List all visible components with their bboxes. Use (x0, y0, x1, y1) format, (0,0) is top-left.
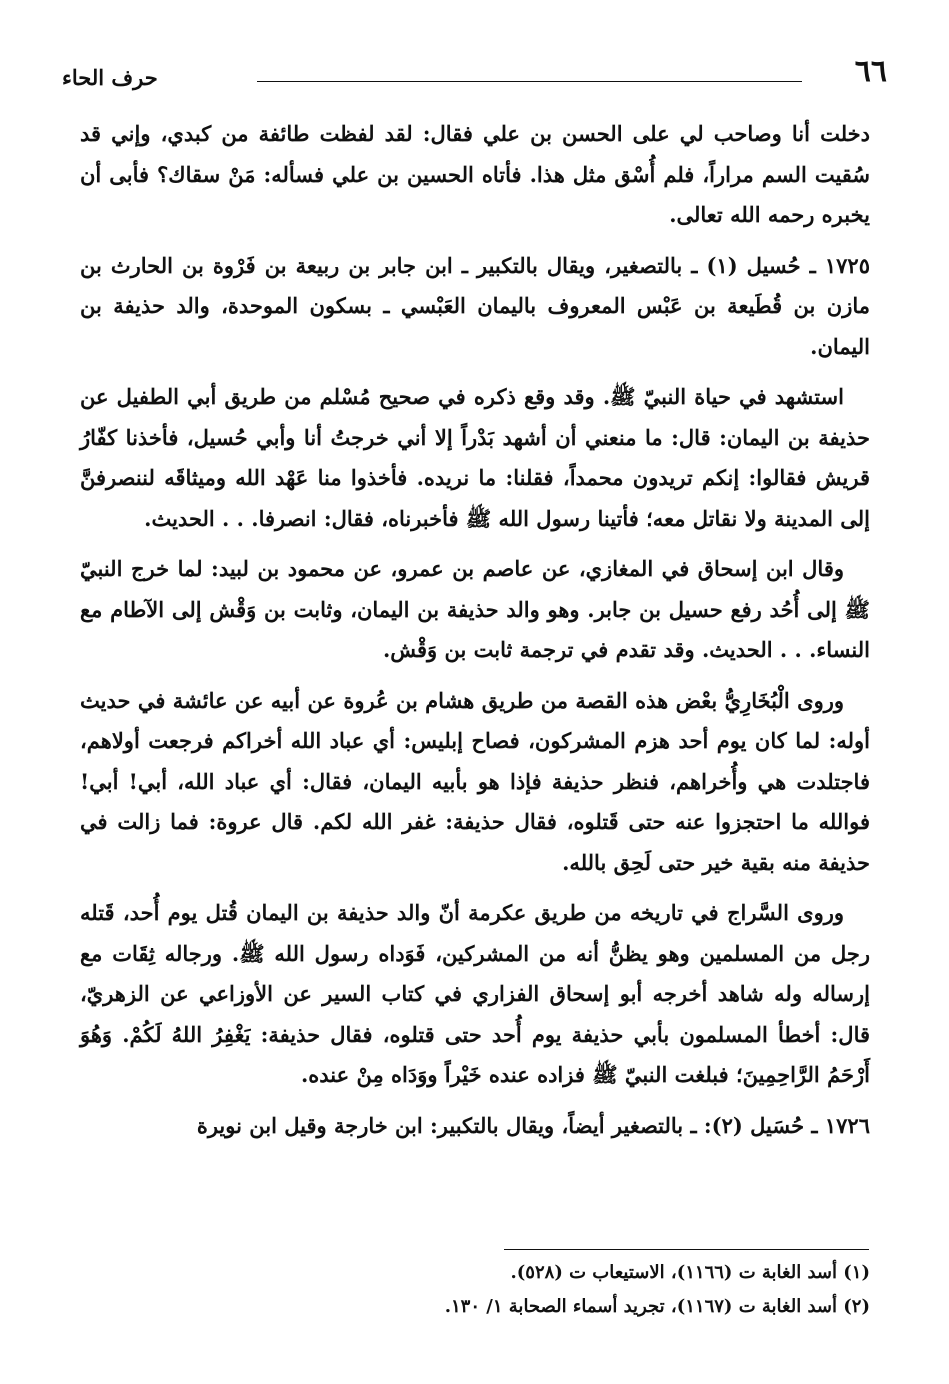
paragraph: دخلت أنا وصاحب لي على الحسن بن علي فقال: لقد لفظت طائفة من كبدي، وإني قد سُقيت السم مراراً، فلم أُسْق مثل هذا. فأتاه الحسين بن علي فسأله: مَنْ سقاك؟ فأبى أن يخبره رحمه الله تعالى. (80, 121, 870, 227)
entry-1726-heading: ١٧٢٦ ـ حُسَيل (٢): ـ بالتصغير أيضاً، ويقال بالتكبير: ابن خارجة وقيل ابن نويرة (196, 1112, 870, 1138)
footnote-2: (٢) أسد الغابة ت (١١٦٧)، تجريد أسماء الصحابة ١/ ١٣٠. (444, 1296, 870, 1317)
header-rule (257, 81, 802, 82)
page-header (62, 52, 887, 92)
paragraph: استشهد في حياة النبيّ ﷺ. وقد وقع ذكره في صحيح مُسْلم من طريق أبي الطفيل عن حذيفة بن اليمان: قال: ما منعني أن أشهد بَدْراً إلا أني خرجتُ أنا وأبي حُسيل، فأخذنا كفّارُ قريش فقالوا: إنكم تريدون محمداً، فقلنا: ما نريده. فأخذوا منا عَهْد الله وميثاقَه لننصرفنَّ إلى المدينة ولا نقاتل معه؛ فأتينا رسول الله ﷺ فأخبرناه، فقال: انصرفا. . . الحديث. (80, 384, 870, 531)
paragraph: وروى السَّراج في تاريخه من طريق عكرمة أنّ والد حذيفة بن اليمان قُتل يوم أُحد، قَتله رجل من المسلمين وهو يظنُّ أنه من المشركين، فَوَداه رسول الله ﷺ. ورجاله ثِقَات مع إرساله وله شاهد أخرجه أبو إسحاق الفزاري في كتاب السير عن الأوزاعي عن الزهريّ، قال: أخطأ المسلمون بأبي حذيفة يوم أُحد حتى قتلوه، فقال حذيفة: يَغْفِرُ اللهُ لَكُمْ. وَهُوَ أَرْحَمُ الرَّاحِمِينَ؛ فبلغت النبيّ ﷺ فزاده عنده خَيْراً ووَدَاه مِنْ عنده. (80, 900, 870, 1087)
main-text (80, 114, 870, 1156)
footnotes (80, 1256, 870, 1324)
paragraph: وقال ابن إسحاق في المغازي، عن عاصم بن عمرو، عن محمود بن لبيد: لما خرج النبيّ ﷺ إلى أُحُد رفع حسيل بن جابر. وهو والد حذيفة بن اليمان، وثابت بن وَقْش إلى الآطام مع النساء. . . الحديث. وقد تقدم في ترجمة ثابت بن وَقْش. (80, 556, 870, 662)
running-title: حرف الحاء (62, 65, 158, 90)
page-number: ٦٦ (854, 54, 887, 89)
footnote-separator (504, 1249, 869, 1250)
footnote-1: (١) أسد الغابة ت (١١٦٦)، الاستيعاب ت (٥٢٨). (510, 1262, 870, 1283)
paragraph: وروى الْبُخَارِيُّ بعْض هذه القصة من طريق هشام بن عُروة عن أبيه عن عائشة في حديث أوله: لما كان يوم أحد هزم المشركون، فصاح إبليس: أي عباد الله أخراكم فرجعت أولاهم، فاجتلدت هي وأُخراهم، فنظر حذيفة فإذا هو بأبيه اليمان، فقال: أي عباد الله، أبي! أبي! فوالله ما احتجزوا عنه حتى قَتلوه، فقال حذيفة: غفر الله لكم. قال عروة: فما زالت في حذيفة منه بقية خير حتى لَحِق بالله. (80, 687, 870, 875)
entry-1725-heading: ١٧٢٥ ـ حُسيل (١) ـ بالتصغير، ويقال بالتكبير ـ ابن جابر بن ربيعة بن فَرْوة بن الحارث بن مازن بن قُطَيعة بن عَبْس المعروف باليمان العَبْسي ـ بسكون الموحدة، والد حذيفة بن اليمان. (80, 252, 870, 359)
